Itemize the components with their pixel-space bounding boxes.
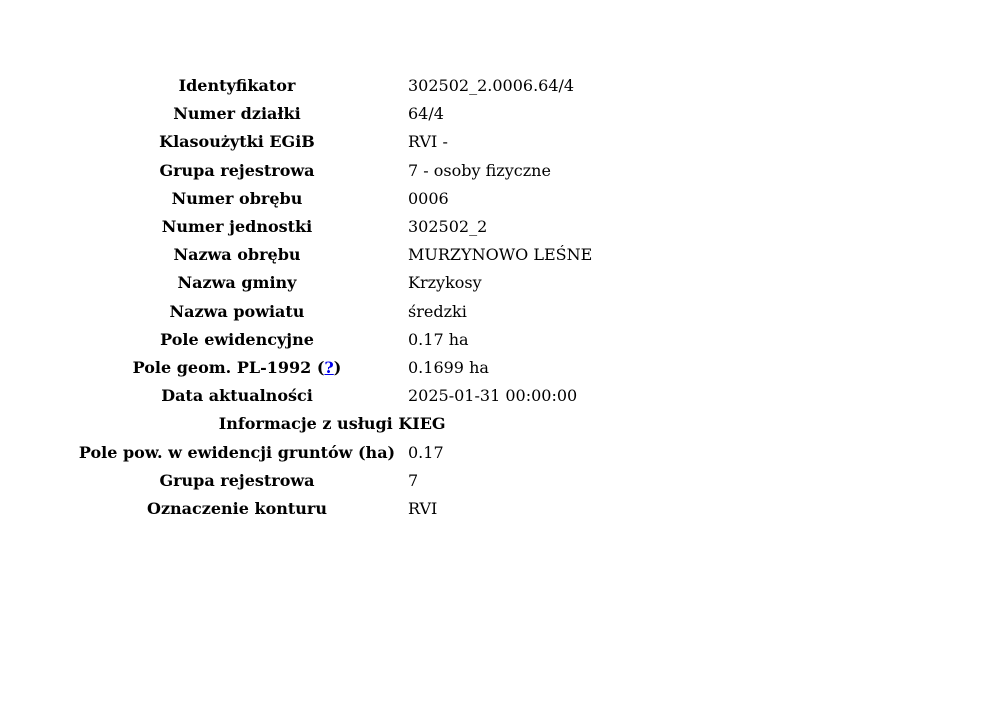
row-label: Grupa rejestrowa xyxy=(159,470,315,490)
row-label xyxy=(72,354,408,382)
row-value: RVI xyxy=(408,499,438,519)
row-value: 2025-01-31 00:00:00 xyxy=(408,386,578,406)
help-link[interactable]: ? xyxy=(324,358,334,378)
table-row xyxy=(72,185,592,213)
table-row xyxy=(72,100,592,128)
row-label: Pole ewidencyjne xyxy=(160,329,314,349)
table-row xyxy=(72,213,592,241)
row-value: 302502_2 xyxy=(408,217,488,237)
row-value: 0.1699 ha xyxy=(408,358,489,378)
row-value: 0.17 xyxy=(408,442,444,462)
row-label: Numer jednostki xyxy=(161,217,313,237)
table-row xyxy=(72,382,592,410)
row-value: 0006 xyxy=(408,188,449,208)
table-row xyxy=(72,495,592,523)
row-value: średzki xyxy=(408,301,467,321)
row-label: Nazwa gminy xyxy=(177,273,297,293)
row-value: RVI - xyxy=(408,132,448,152)
table-row xyxy=(72,128,592,156)
table-row xyxy=(72,467,592,495)
table-row xyxy=(72,72,592,100)
table-row xyxy=(72,157,592,185)
table-row xyxy=(72,354,592,382)
row-value: 7 - osoby fizyczne xyxy=(408,160,551,180)
table-row xyxy=(72,326,592,354)
label-prefix: Pole geom. PL-1992 ( xyxy=(132,358,325,378)
table-row xyxy=(72,269,592,297)
row-value: 7 xyxy=(408,470,419,490)
row-label: Numer obrębu xyxy=(171,188,303,208)
row-label: Numer działki xyxy=(173,104,301,124)
row-value: Krzykosy xyxy=(408,273,482,293)
row-label: Klasoużytki EGiB xyxy=(159,132,315,152)
label-suffix: ) xyxy=(333,358,342,378)
row-label: Pole pow. w ewidencji gruntów (ha) xyxy=(78,442,396,462)
row-label: Identyfikator xyxy=(178,76,296,95)
row-label: Nazwa powiatu xyxy=(169,301,305,321)
row-label: Data aktualności xyxy=(161,386,313,406)
table-row xyxy=(72,298,592,326)
parcel-info-table xyxy=(72,72,592,523)
row-label: Nazwa obrębu xyxy=(173,245,301,265)
row-label: Oznaczenie konturu xyxy=(147,499,327,519)
row-label: Grupa rejestrowa xyxy=(159,160,315,180)
row-value: MURZYNOWO LEŚNE xyxy=(408,245,593,265)
kieg-section-title: Informacje z usługi KIEG xyxy=(218,414,446,434)
row-value: 302502_2.0006.64/4 xyxy=(408,76,575,95)
row-value: 64/4 xyxy=(408,104,444,124)
section-header-row xyxy=(72,410,592,438)
row-value: 0.17 ha xyxy=(408,329,469,349)
parcel-info-panel xyxy=(72,72,592,523)
table-row xyxy=(72,241,592,269)
table-row xyxy=(72,439,592,467)
